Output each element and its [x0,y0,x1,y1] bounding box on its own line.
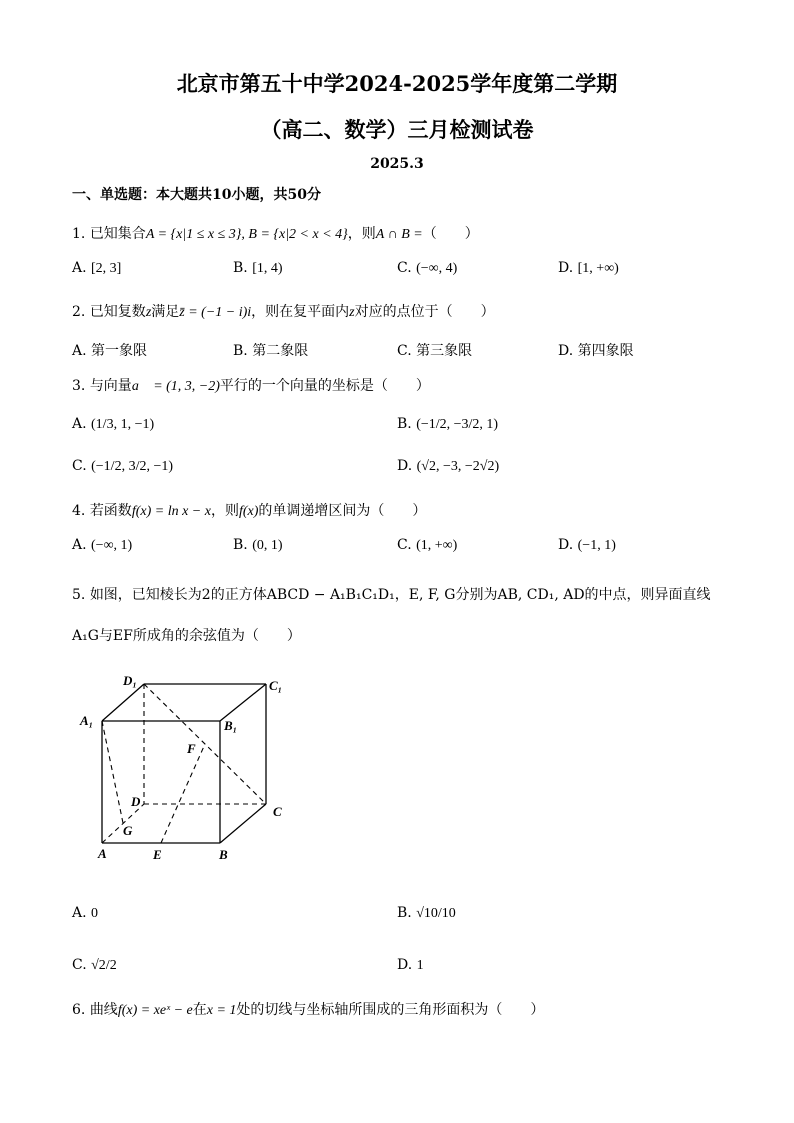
option-1d: D. [1, +∞) [558,260,619,276]
option-4b: B. (0, 1) [233,537,283,553]
question-2: 2. 已知复数z满足z̄ = (−1 − i)i，则在复平面内z对应的点位于（ ） [72,304,495,320]
edge-a1d1 [102,684,144,721]
option-5c: C. √2/2 [72,957,117,973]
option-3a: A. (1/3, 1, −1) [72,416,155,432]
label-f: F [187,741,196,756]
option-5a: A. 0 [72,905,99,921]
label-b: B [219,847,228,862]
label-c: C [273,804,282,819]
question-text: （ ） [422,226,479,242]
label-c1: C₁ [269,678,283,693]
option-3d: D. (√2, −3, −2√2) [397,458,500,474]
option-4d: D. (−1, 1) [558,537,616,553]
label-b1: B₁ [224,718,238,733]
question-text: ，则 [347,226,376,242]
question-6: 6. 曲线f(x) = xeˣ − e在x = 1处的切线与坐标轴所围成的三角形面积为（ ） [72,1002,545,1018]
question-5-line2: A₁G与EF所成角的余弦值为（ ） [72,628,301,644]
option-1b: B. [1, 4) [233,260,283,276]
option-2a: A. 第一象限 [72,343,148,359]
exam-date: 2025.3 [370,156,424,172]
option-4c: C. (1, +∞) [397,537,458,553]
question-5: 5. 如图，已知棱长为2的正方体ABCD − A₁B₁C₁D₁，E, F, G分别为AB, CD₁, AD的中点，则异面直线 [72,587,711,603]
label-a: A [98,846,107,861]
question-3: 3. 与向量a⃗ = (1, 3, −2)平行的一个向量的坐标是（ ） [72,378,430,394]
exam-title-line2: （高二、数学）三月检测试卷 [260,117,534,142]
question-number: 1. [72,226,86,242]
question-text: 已知集合 [89,226,146,242]
label-e: E [153,847,162,862]
section-title: 一、单选题：本大题共10小题，共50分 [72,187,321,203]
option-5d: D. 1 [397,957,424,973]
question-4: 4. 若函数f(x) = ln x − x，则f(x)的单调递增区间为（ ） [72,503,427,519]
option-1a: A. [2, 3] [72,260,122,276]
edge-b1c1 [220,684,266,721]
option-5b: B. √10/10 [397,905,456,921]
option-3b: B. (−1/2, −3/2, 1) [397,416,499,432]
label-d1: D₁ [123,673,137,688]
line-ef [161,744,205,843]
option-1c: C. (−∞, 4) [397,260,458,276]
question-1 [72,223,479,243]
option-2b: B. 第二象限 [233,343,309,359]
label-d: D [131,794,141,809]
option-3c: C. (−1/2, 3/2, −1) [72,458,174,474]
label-a1: A₁ [80,713,94,728]
question-math: A ∩ B = [375,227,423,242]
label-g: G [123,823,133,838]
option-2d: D. 第四象限 [558,343,634,359]
line-a1g [102,721,123,823]
exam-title-line1: 北京市第五十中学2024-2025学年度第二学期 [176,71,618,96]
cube-figure [76,668,306,868]
option-4a: A. (−∞, 1) [72,537,133,553]
edge-bc [220,804,266,843]
option-2c: C. 第三象限 [397,343,473,359]
question-math: A = {x|1 ≤ x ≤ 3}, B = {x|2 < x < 4} [145,227,348,242]
